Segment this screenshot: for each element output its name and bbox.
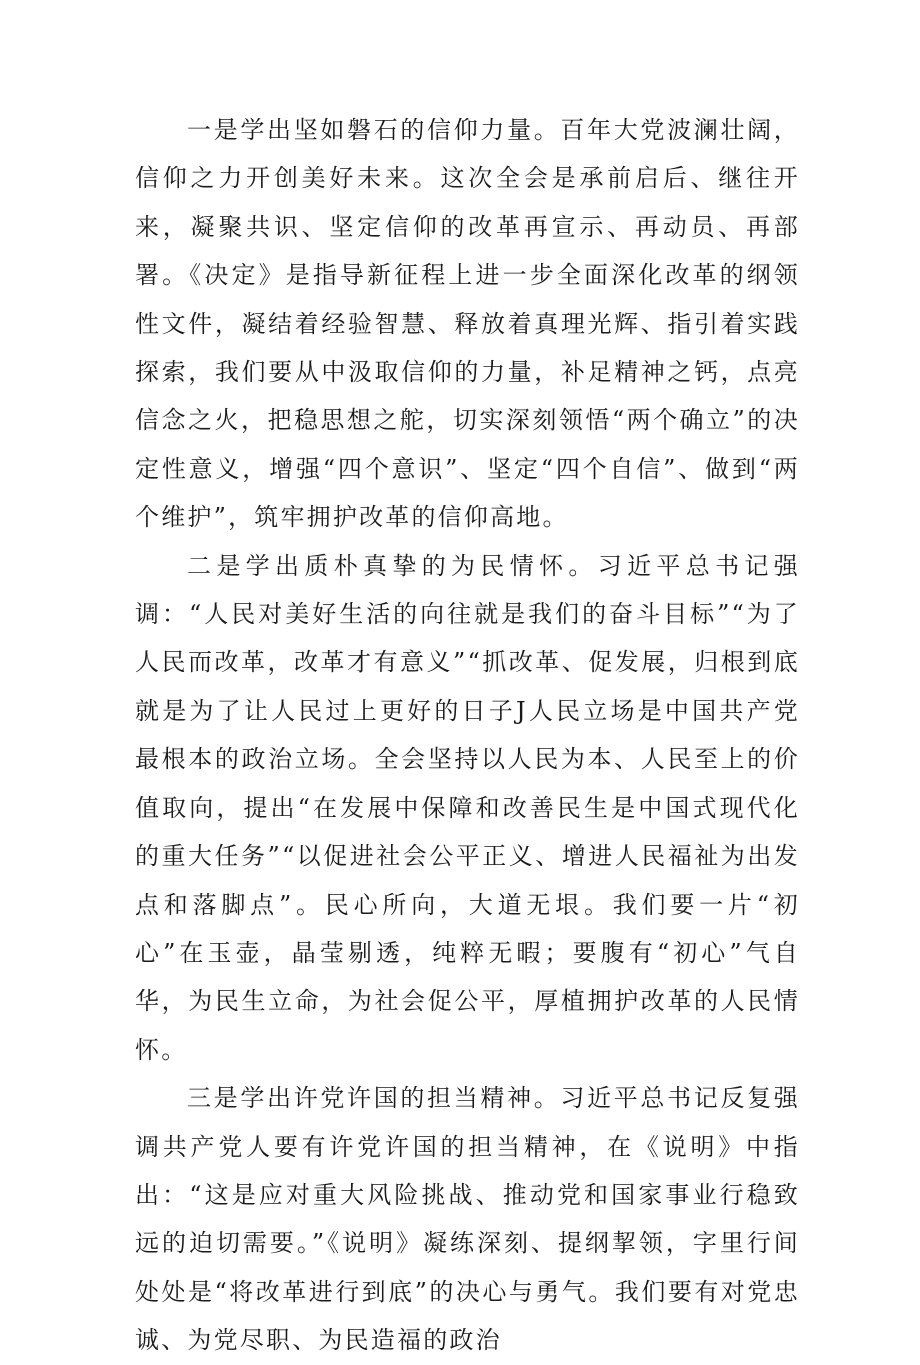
paragraph-belief: 一是学出坚如磐石的信仰力量。百年大党波澜壮阔，信仰之力开创美好未来。这次全会是承前启后、继往开来，凝聚共识、坚定信仰的改革再宣示、再动员、再部署。《决定》是指导新征程上进一步全面深化改革的纲领性文件，凝结着经验智慧、释放着真理光辉、指引着实践探索，我们要从中汲取信仰的力量，补足精神之钙，点亮信念之火，把稳思想之舵，切实深刻领悟“两个确立”的决定性意义，增强“四个意识”、坚定“四个自信”、做到“两个维护”，筑牢拥护改革的信仰高地。 xyxy=(135,116,800,532)
paragraph-people: 二是学出质朴真挚的为民情怀。习近平总书记强调：“人民对美好生活的向往就是我们的奋斗目标”“为了人民而改革，改革才有意义”“抓改革、促发展，归根到底就是为了让人民过上更好的日子J人民立场是中国共产党最根本的政治立场。全会坚持以人民为本、人民至上的价值取向，提出“在发展中保障和改善民生是中国式现代化的重大任务”“以促进社会公平正义、增进人民福祉为出发点和落脚点”。民心所向，大道无垠。我们要一片“初心”在玉壶，晶莹剔透，纯粹无暇；要腹有“初心”气自华，为民生立命，为社会促公平，厚植拥护改革的人民情怀。 xyxy=(135,551,800,1064)
document-page xyxy=(135,106,800,1365)
paragraph-responsibility: 三是学出许党许国的担当精神。习近平总书记反复强调共产党人要有许党许国的担当精神，在《说明》中指出：“这是应对重大风险挑战、推动党和国家事业行稳致远的迫切需要。”《说明》凝练深刻、提纲挈领，字里行间处处是“将改革进行到底”的决心与勇气。我们要有对党忠诚、为党尽职、为民造福的政治 xyxy=(135,1084,800,1355)
